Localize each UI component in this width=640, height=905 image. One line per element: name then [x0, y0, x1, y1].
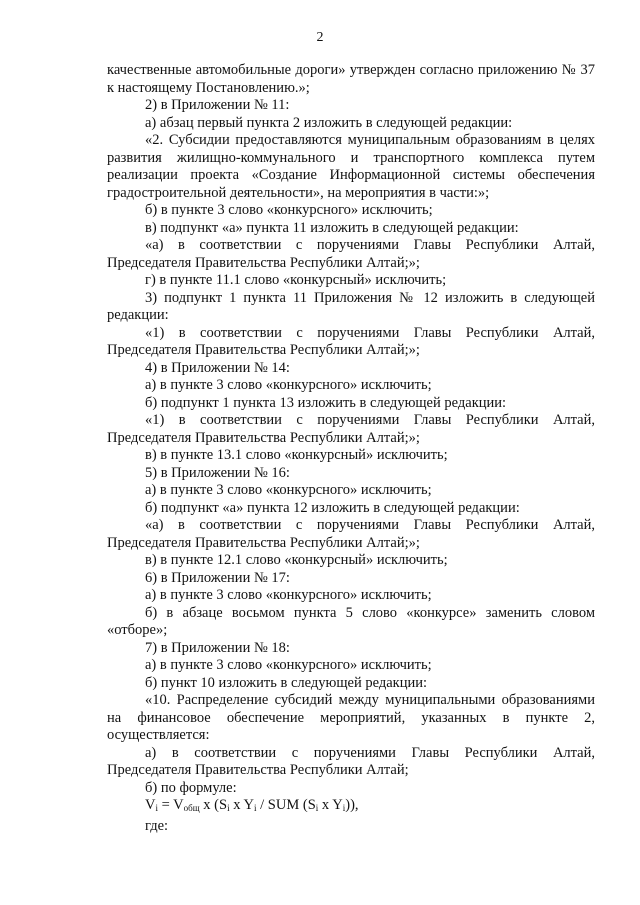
paragraph: 4) в Приложении № 14: [145, 359, 290, 376]
paragraph: «1) в соответствии с поручениями Главы Республики Алтай, Председателя Правительства Республики Алтай;»; [107, 412, 595, 446]
paragraph: в) в пункте 13.1 слово «конкурсный» исключить; [145, 447, 448, 463]
paragraph: б) пункт 10 изложить в следующей редакции: [145, 674, 427, 691]
paragraph: 3) подпункт 1 пункта 11 Приложения № 12 изложить в следующей редакции: [107, 289, 595, 323]
paragraph: б) подпункт «а» пункта 12 изложить в следующей редакции: [145, 499, 520, 516]
paragraph: б) по формуле: [145, 779, 237, 796]
paragraph: а) в пункте 3 слово «конкурсного» исключить; [145, 482, 432, 498]
where-line: где: [145, 817, 169, 834]
paragraph: г) в пункте 11.1 слово «конкурсный» исключить; [145, 272, 447, 288]
paragraph: 6) в Приложении № 17: [145, 569, 290, 586]
paragraph: б) в пункте 3 слово «конкурсного» исключить; [145, 202, 433, 218]
paragraph: б) в абзаце восьмом пункта 5 слово «конкурсе» заменить словом «отборе»; [107, 604, 595, 638]
paragraph: а) абзац первый пункта 2 изложить в следующей редакции: [145, 114, 513, 131]
paragraph: 7) в Приложении № 18: [145, 639, 290, 656]
paragraph: в) в пункте 12.1 слово «конкурсный» исключить; [145, 552, 448, 568]
paragraph: а) в пункте 3 слово «конкурсного» исключить; [145, 587, 432, 603]
page-number: 2 [316, 30, 324, 45]
paragraph: а) в пункте 3 слово «конкурсного» исключить; [145, 377, 432, 393]
formula-line: $V_i = V_{общ}$ x ($S_i$ x $Y_i$ / SUM ($S_i$ x $Y_i$)), [145, 797, 359, 813]
paragraph: «а) в соответствии с поручениями Главы Республики Алтай, Председателя Правительства Республики Алтай;»; [107, 237, 595, 271]
paragraph: в) подпункт «а» пункта 11 изложить в следующей редакции: [145, 219, 519, 236]
paragraph: качественные автомобильные дороги» утвержден согласно приложению № 37 к настоящему Постановлению.»; [107, 62, 595, 96]
paragraph: «2. Субсидии предоставляются муниципальным образованиям в целях развития жилищно-коммунального и транспортного комплекса путем реализации проекта «Создание Информационной системы обеспечения градостроительной деятельности», на мероприятия в части:»; [107, 132, 595, 201]
paragraph: б) подпункт 1 пункта 13 изложить в следующей редакции: [145, 394, 507, 411]
paragraph: 2) в Приложении № 11: [145, 97, 290, 113]
paragraph: «а) в соответствии с поручениями Главы Республики Алтай, Председателя Правительства Республики Алтай;»; [107, 517, 595, 551]
paragraph: «1) в соответствии с поручениями Главы Республики Алтай, Председателя Правительства Республики Алтай;»; [107, 324, 595, 358]
paragraph: а) в пункте 3 слово «конкурсного» исключить; [145, 657, 432, 673]
paragraph: 5) в Приложении № 16: [145, 464, 290, 481]
paragraph: «10. Распределение субсидий между муниципальными образованиями на финансовое обеспечение мероприятий, указанных в пункте 2, осуществляется: [107, 692, 595, 743]
paragraph: а) в соответствии с поручениями Главы Республики Алтай, Председателя Правительства Республики Алтай; [107, 744, 595, 778]
document-body [107, 62, 595, 835]
